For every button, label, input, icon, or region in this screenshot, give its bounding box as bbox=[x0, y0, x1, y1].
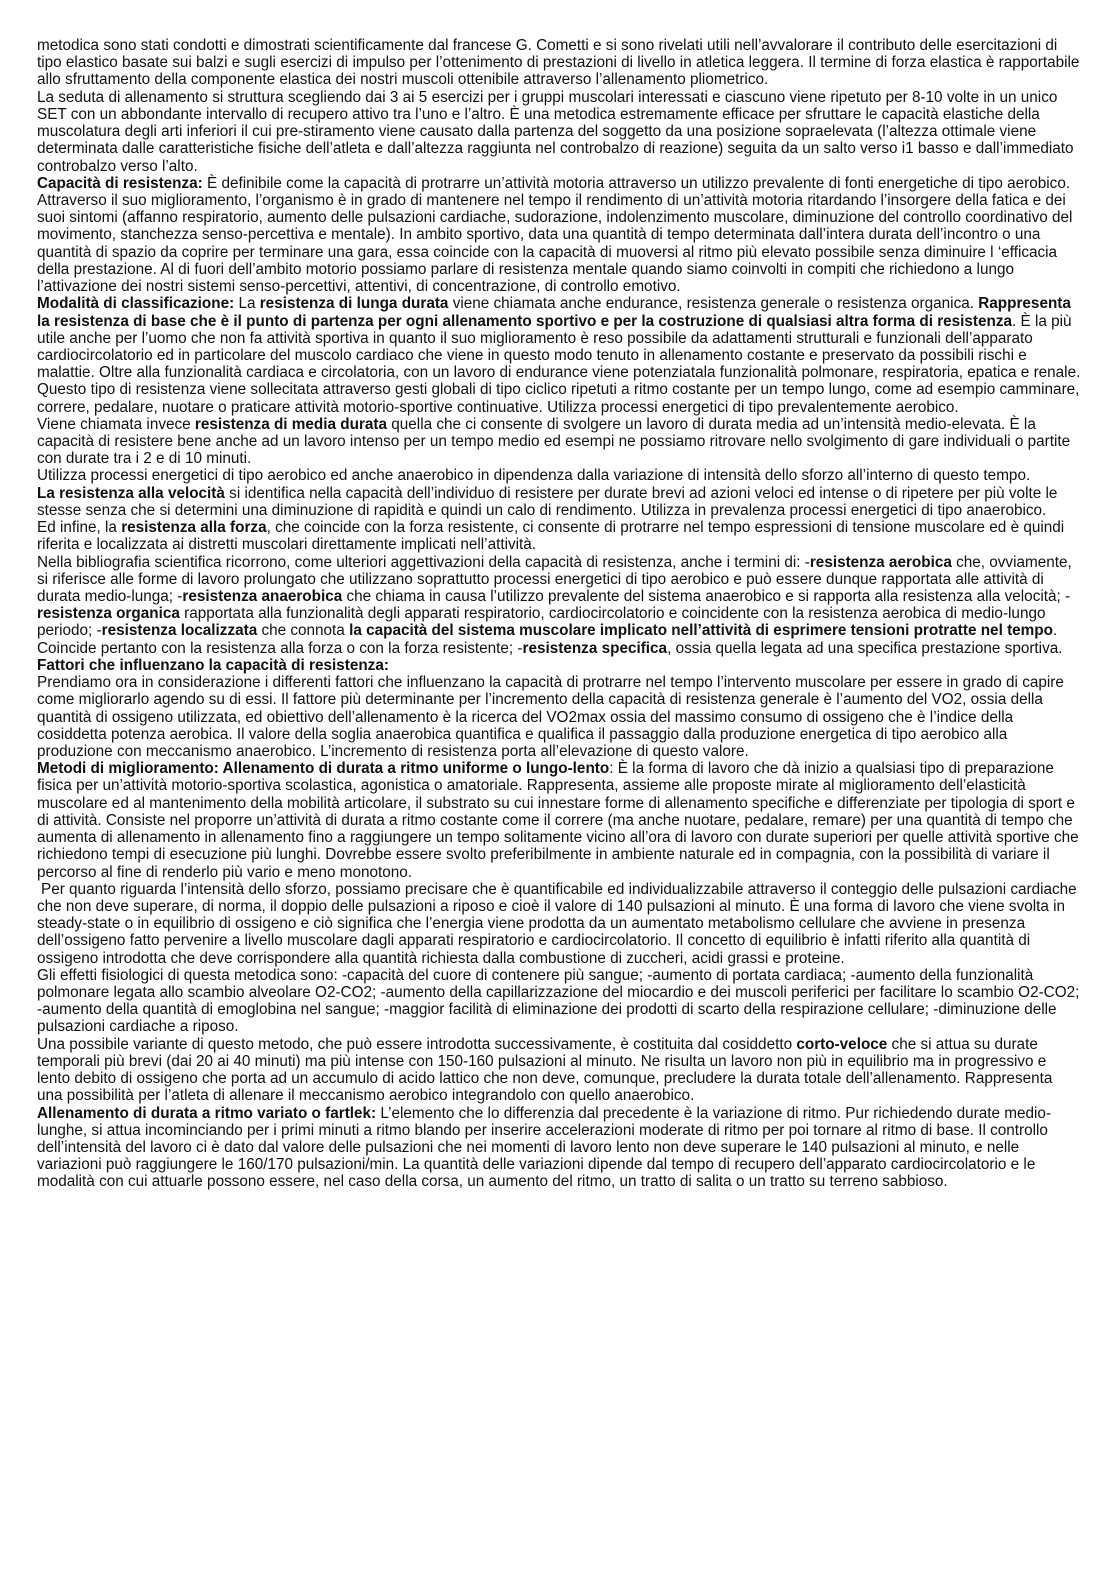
bold-term: resistenza organica bbox=[37, 605, 180, 623]
text-run: Nella bibliografia scientifica ricorrono, come ulteriori aggettivazioni della capacità di resistenza, anche i termini di: - bbox=[37, 553, 810, 571]
bold-term: resistenza di media durata bbox=[194, 415, 388, 433]
bold-term: resistenza di lunga durata bbox=[259, 295, 449, 313]
bold-term: resistenza alla forza bbox=[121, 519, 267, 537]
text-run: Viene chiamata invece bbox=[37, 415, 195, 433]
text-run: che chiama in causa l’utilizzo prevalente del sistema anaerobico e si rapporta alla resistenza alla velocità; - bbox=[342, 588, 1071, 605]
text-run: Una possibile variante di questo metodo, che può essere introdotta successivamente, è costituita dal cosiddetto bbox=[37, 1035, 797, 1053]
text-run: . Coincide pertanto con la resistenza alla forza o con la forza resistente; - bbox=[37, 622, 1058, 657]
text-run: È definibile come la capacità di protrarre un’attività motoria attraverso un utilizzo prevalente di fonti energetiche di tipo aerobico. Attraverso il suo miglioramento, l’organismo è in grado di mantenere nel tempo il rendimento di un’attività motoria ritardando l’insorgere della fatica e dei suoi sintomi (affanno respiratorio, aumento delle pulsazioni cardiache, sudorazione, indolenzimento muscolare, diminuzione del controllo coordinativo del movimento, stanchezza senso-percettiva e mentale). In ambito sportivo, data una quantità di tempo determinata dall’intera durata dell’incontro o una quantità di spazio da coprire per terminare una gara, essa coincide con la capacità di muoversi al ritmo più elevato possibile senza diminuire l ‘efficacia della prestazione. Al di fuori dell’ambito motorio possiamo parlare di resistenza mentale quando siamo coinvolti in compiti che richiedono a lungo l’attivazione dei nostri sistemi senso-percettivi, attentivi, di concentrazione, di controllo emotivo. bbox=[37, 174, 1073, 296]
text-run: si identifica nella capacità dell’individuo di resistere per durate brevi ad azioni veloci ed intense o di ripetere per più volte le stesse senza che si determini una diminuzione di rapidità e quindi un calo di rendimento. Utilizza in prevalenza processi energetici di tipo anaerobico. bbox=[37, 484, 1058, 519]
paragraph-metodi-miglioramento bbox=[37, 760, 1081, 881]
paragraph-fattori bbox=[37, 674, 1081, 760]
text-run: Prendiamo ora in considerazione i differenti fattori che influenzano la capacità di protrarre nel tempo l’intervento muscolare per essere in grado di capire come migliorarlo agendo su di essi. Il fattore più determinante per l’incremento della capacità di resistenza generale è l’aumento del VO2, ossia della quantità di ossigeno utilizzata, ed obiettivo dell’allenamento è la ricerca del VO2max ossia del massimo consumo di ossigeno che è l’indice della cosiddetta potenza aerobica. Il valore della soglia anaerobica quantifica e qualifica il passaggio dalla produzione energetica di tipo aerobico alla produzione con meccanismo anaerobico. L’incremento di resistenza porta all’elevazione di questo valore. bbox=[37, 674, 1064, 760]
text-run: , ossia quella legata ad una specifica prestazione sportiva. bbox=[667, 639, 1063, 657]
bold-term: resistenza aerobica bbox=[809, 553, 952, 571]
text-run: L’elemento che lo differenzia dal precedente è la variazione di ritmo. Pur richiedendo durate medio-lunghe, si attua incominciando per i primi minuti a ritmo blando per inserire accelerazioni moderate di ritmo per poi tornare al ritmo di base. Il controllo dell’intensità del lavoro ci è dato dal valore delle pulsazioni che nei momenti di lavoro lento non deve superare le 140 pulsazioni al minuto, e nelle variazioni può raggiungere le 160/170 pulsazioni/min. La quantità delle variazioni dipende dal tempo di recupero dell’apparato cardiocircolatorio e le modalità con cui attuarle possono essere, nel caso della corsa, un aumento del ritmo, un tratto di salita o un tratto su terreno sabbioso. bbox=[37, 1104, 1052, 1191]
text-run: metodica sono stati condotti e dimostrati scientificamente dal francese G. Cometti e si sono rivelati utili nell’avvalorare il contributo delle esercitazioni di tipo elastico basate sui balzi e sugli esercizi di impulso per l’ottenimento di prestazioni di livello in atletica leggera. Il termine di forza elastica è rapportabile allo sfruttamento della componente elastica dei nostri muscoli ottenibile attraverso l’allenamento pliometrico. bbox=[37, 37, 1080, 89]
paragraph-intensita-sforzo bbox=[37, 881, 1081, 967]
text-run: La seduta di allenamento si struttura scegliendo dai 3 ai 5 esercizi per i gruppi muscolari interessati e ciascuno viene ripetuto per 8-10 volte in un unico SET con un abbondante intervallo di recupero attivo tra l’uno e l’altro. È una metodica estremamente efficace per sfruttare le capacità elastiche della muscolatura degli arti inferiori il cui pre-stiramento viene causato dalla partenza del soggetto da una posizione sopraelevata (l’altezza ottimale viene determinata dalle caratteristiche fisiche dell’atleta e dall’altezza raggiunta nel controbalzo di reazione) seguita da un salto verso i1 basso e dall’immediato controbalzo verso l’alto. bbox=[37, 88, 1074, 175]
text-run: Per quanto riguarda l’intensità dello sforzo, possiamo precisare che è quantificabile ed individualizzabile attraverso il conteggio delle pulsazioni cardiache che non deve superare, di norma, il doppio delle pulsazioni a riposo e cioè il valore di 140 pulsazioni al minuto. È una forma di lavoro che viene svolta in steady-state o in equilibrio di ossigeno e ciò significa che l’energia viene prodotta da un aumentato metabolismo cellulare che avviene in presenza dell’ossigeno fatto pervenire a livello muscolare dagli apparati respiratorio e cardiocircolatorio. Il concetto di equilibrio è infatti riferito alla quantità di ossigeno introdotta che deve corrispondere alla quantità richiesta dalla combustione di zuccheri, acidi grassi e proteine. bbox=[37, 880, 1077, 967]
paragraph-seduta-allenamento bbox=[37, 89, 1081, 175]
bold-term: resistenza localizzata bbox=[101, 622, 258, 640]
text-run: che connota bbox=[257, 622, 350, 640]
paragraph-resistenza-velocita bbox=[37, 485, 1081, 519]
text-run: La bbox=[234, 295, 260, 313]
bold-term: Metodi di miglioramento: Allenamento di durata a ritmo uniforme o lungo-lento bbox=[37, 760, 610, 778]
paragraph-processi-energetici bbox=[37, 467, 1081, 484]
bold-term: corto-veloce bbox=[796, 1035, 888, 1053]
document-page bbox=[37, 37, 1081, 1191]
text-run: Utilizza processi energetici di tipo aerobico ed anche anaerobico in dipendenza dalla variazione di intensità dello sforzo all’interno di questo tempo. bbox=[37, 467, 1031, 485]
heading-fattori bbox=[37, 657, 1081, 674]
bold-term: Rappresenta la resistenza di base che è il punto di partenza per ogni allenamento sportivo e per la costruzione di qualsiasi altra forma di resistenza bbox=[37, 295, 1071, 330]
text-run: , che coincide con la forza resistente, ci consente di protrarre nel tempo espressioni di tensione muscolare ed è quindi riferita e localizzata ai distretti muscolari direttamente implicati nell’attività. bbox=[37, 519, 1065, 554]
bold-term: Allenamento di durata a ritmo variato o fartlek: bbox=[37, 1104, 377, 1122]
bold-term: resistenza specifica bbox=[522, 639, 668, 657]
paragraph-fartlek bbox=[37, 1105, 1081, 1191]
paragraph-corto-veloce bbox=[37, 1036, 1081, 1105]
bold-term: la capacità del sistema muscolare implicato nell’attività di esprimere tensioni protratte nel tempo bbox=[349, 622, 1053, 640]
paragraph-media-durata bbox=[37, 416, 1081, 468]
text-run: rapportata alla funzionalità degli apparati respiratorio, cardiocircolatorio e coincidente con la resistenza aerobica di medio-lungo periodo; - bbox=[37, 605, 1046, 640]
text-run: che, ovviamente, si riferisce alle forme di lavoro prolungato che utilizzano soprattutto processi energetici di tipo aerobico e può essere dunque rapportata alle attività di durata medio-lunga; - bbox=[37, 553, 1072, 605]
paragraph-bibliografia bbox=[37, 554, 1081, 657]
text-run: che si attua su durate temporali più brevi (dai 20 ai 40 minuti) ma più intense con 150-160 pulsazioni al minuto. Ne risulta un lavoro non più in equilibrio ma in progressivo e lento debito di ossigeno che porta ad un accumulo di acido lattico che non deve, comunque, precludere la durata totale dell’allenamento. Rappresenta una possibilità per l’atleta di allenare il meccanismo aerobico integrandolo con quello anaerobico. bbox=[37, 1035, 1053, 1105]
bold-term: Modalità di classificazione: bbox=[37, 295, 235, 313]
text-run: . È la più utile anche per l’uomo che non fa attività sportiva in quanto il suo miglioramento è reso possibile da adattamenti strutturali e funzionali dell’apparato cardiocircolatorio ed in particolare del muscolo cardiaco che viene in questo modo tenuto in allenamento costante e preservato da possibili rischi e malattie. Oltre alla funzionalità cardiaca e circolatoria, con un lavoro di endurance viene potenziatala funzionalità polmonare, respiratoria, epatica e renale. bbox=[37, 312, 1081, 382]
paragraph-gesti-ciclici bbox=[37, 381, 1081, 415]
paragraph-effetti-fisiologici bbox=[37, 967, 1081, 1036]
bold-term: resistenza anaerobica bbox=[182, 588, 343, 605]
bold-term: Capacità di resistenza: bbox=[37, 174, 203, 192]
paragraph-modalita-classificazione bbox=[37, 295, 1081, 381]
paragraph-capacita-resistenza bbox=[37, 175, 1081, 296]
text-run: viene chiamata anche endurance, resistenza generale o resistenza organica. bbox=[448, 295, 979, 313]
text-run: Ed infine, la bbox=[37, 519, 122, 537]
text-run: Gli effetti fisiologici di questa metodica sono: -capacità del cuore di contenere più sangue; -aumento di portata cardiaca; -aumento della funzionalità polmonare legata allo scambio alveolare O2-CO2; -aumento della capillarizzazione del miocardio e dei muscoli periferici per facilitare lo scambio O2-CO2; -aumento della quantità di emoglobina nel sangue; -maggior facilità di eliminazione dei prodotti di scarto della respirazione cellulare; -diminuzione delle pulsazioni cardiache a riposo. bbox=[37, 966, 1080, 1036]
paragraph-resistenza-forza bbox=[37, 519, 1081, 553]
bold-term: La resistenza alla velocità bbox=[37, 484, 225, 502]
text-run: : È la forma di lavoro che dà inizio a qualsiasi tipo di preparazione fisica per un’attività motorio-sportiva scolastica, agonistica o amatoriale. Rappresenta, assieme alle proposte mirate al miglioramento dell’elasticità muscolare ed al mantenimento della mobilità articolare, il substrato su cui innestare forme di allenamento specifiche e differenziate per tipologia di sport e di attività. Consiste nel proporre un’attività di durata a ritmo costante come il correre (ma anche nuotare, pedalare, remare) per una quantità di tempo che aumenta di allenamento in allenamento fino a raggiungere un tempo solitamente vicino all’ora di lavoro con durate superiori per quelle attività sportive che richiedono tempi di esecuzione più lunghi. Dovrebbe essere svolto preferibilmente in ambiente naturale ed in compagnia, con la possibilità di variare il percorso al fine di renderlo più vario e meno monotono. bbox=[37, 760, 1079, 881]
text-run: quella che ci consente di svolgere un lavoro di durata media ad un’intensità medio-elevata. È la capacità di resistere bene anche ad un lavoro intenso per un tempo medio ed esempi ne possiamo ritrovare nello svolgimento di gare individuali o partite con durate tra i 2 e di 10 minuti. bbox=[37, 415, 1071, 468]
text-run: Questo tipo di resistenza viene sollecitata attraverso gesti globali di tipo ciclico ripetuti a ritmo costante per un tempo lungo, come ad esempio camminare, correre, pedalare, nuotare o praticare attività motorio-sportive continuative. Utilizza processi energetici di tipo prevalentemente aerobico. bbox=[37, 381, 1080, 416]
paragraph-pliometria-intro bbox=[37, 37, 1081, 89]
bold-term: Fattori che influenzano la capacità di resistenza: bbox=[37, 656, 389, 674]
